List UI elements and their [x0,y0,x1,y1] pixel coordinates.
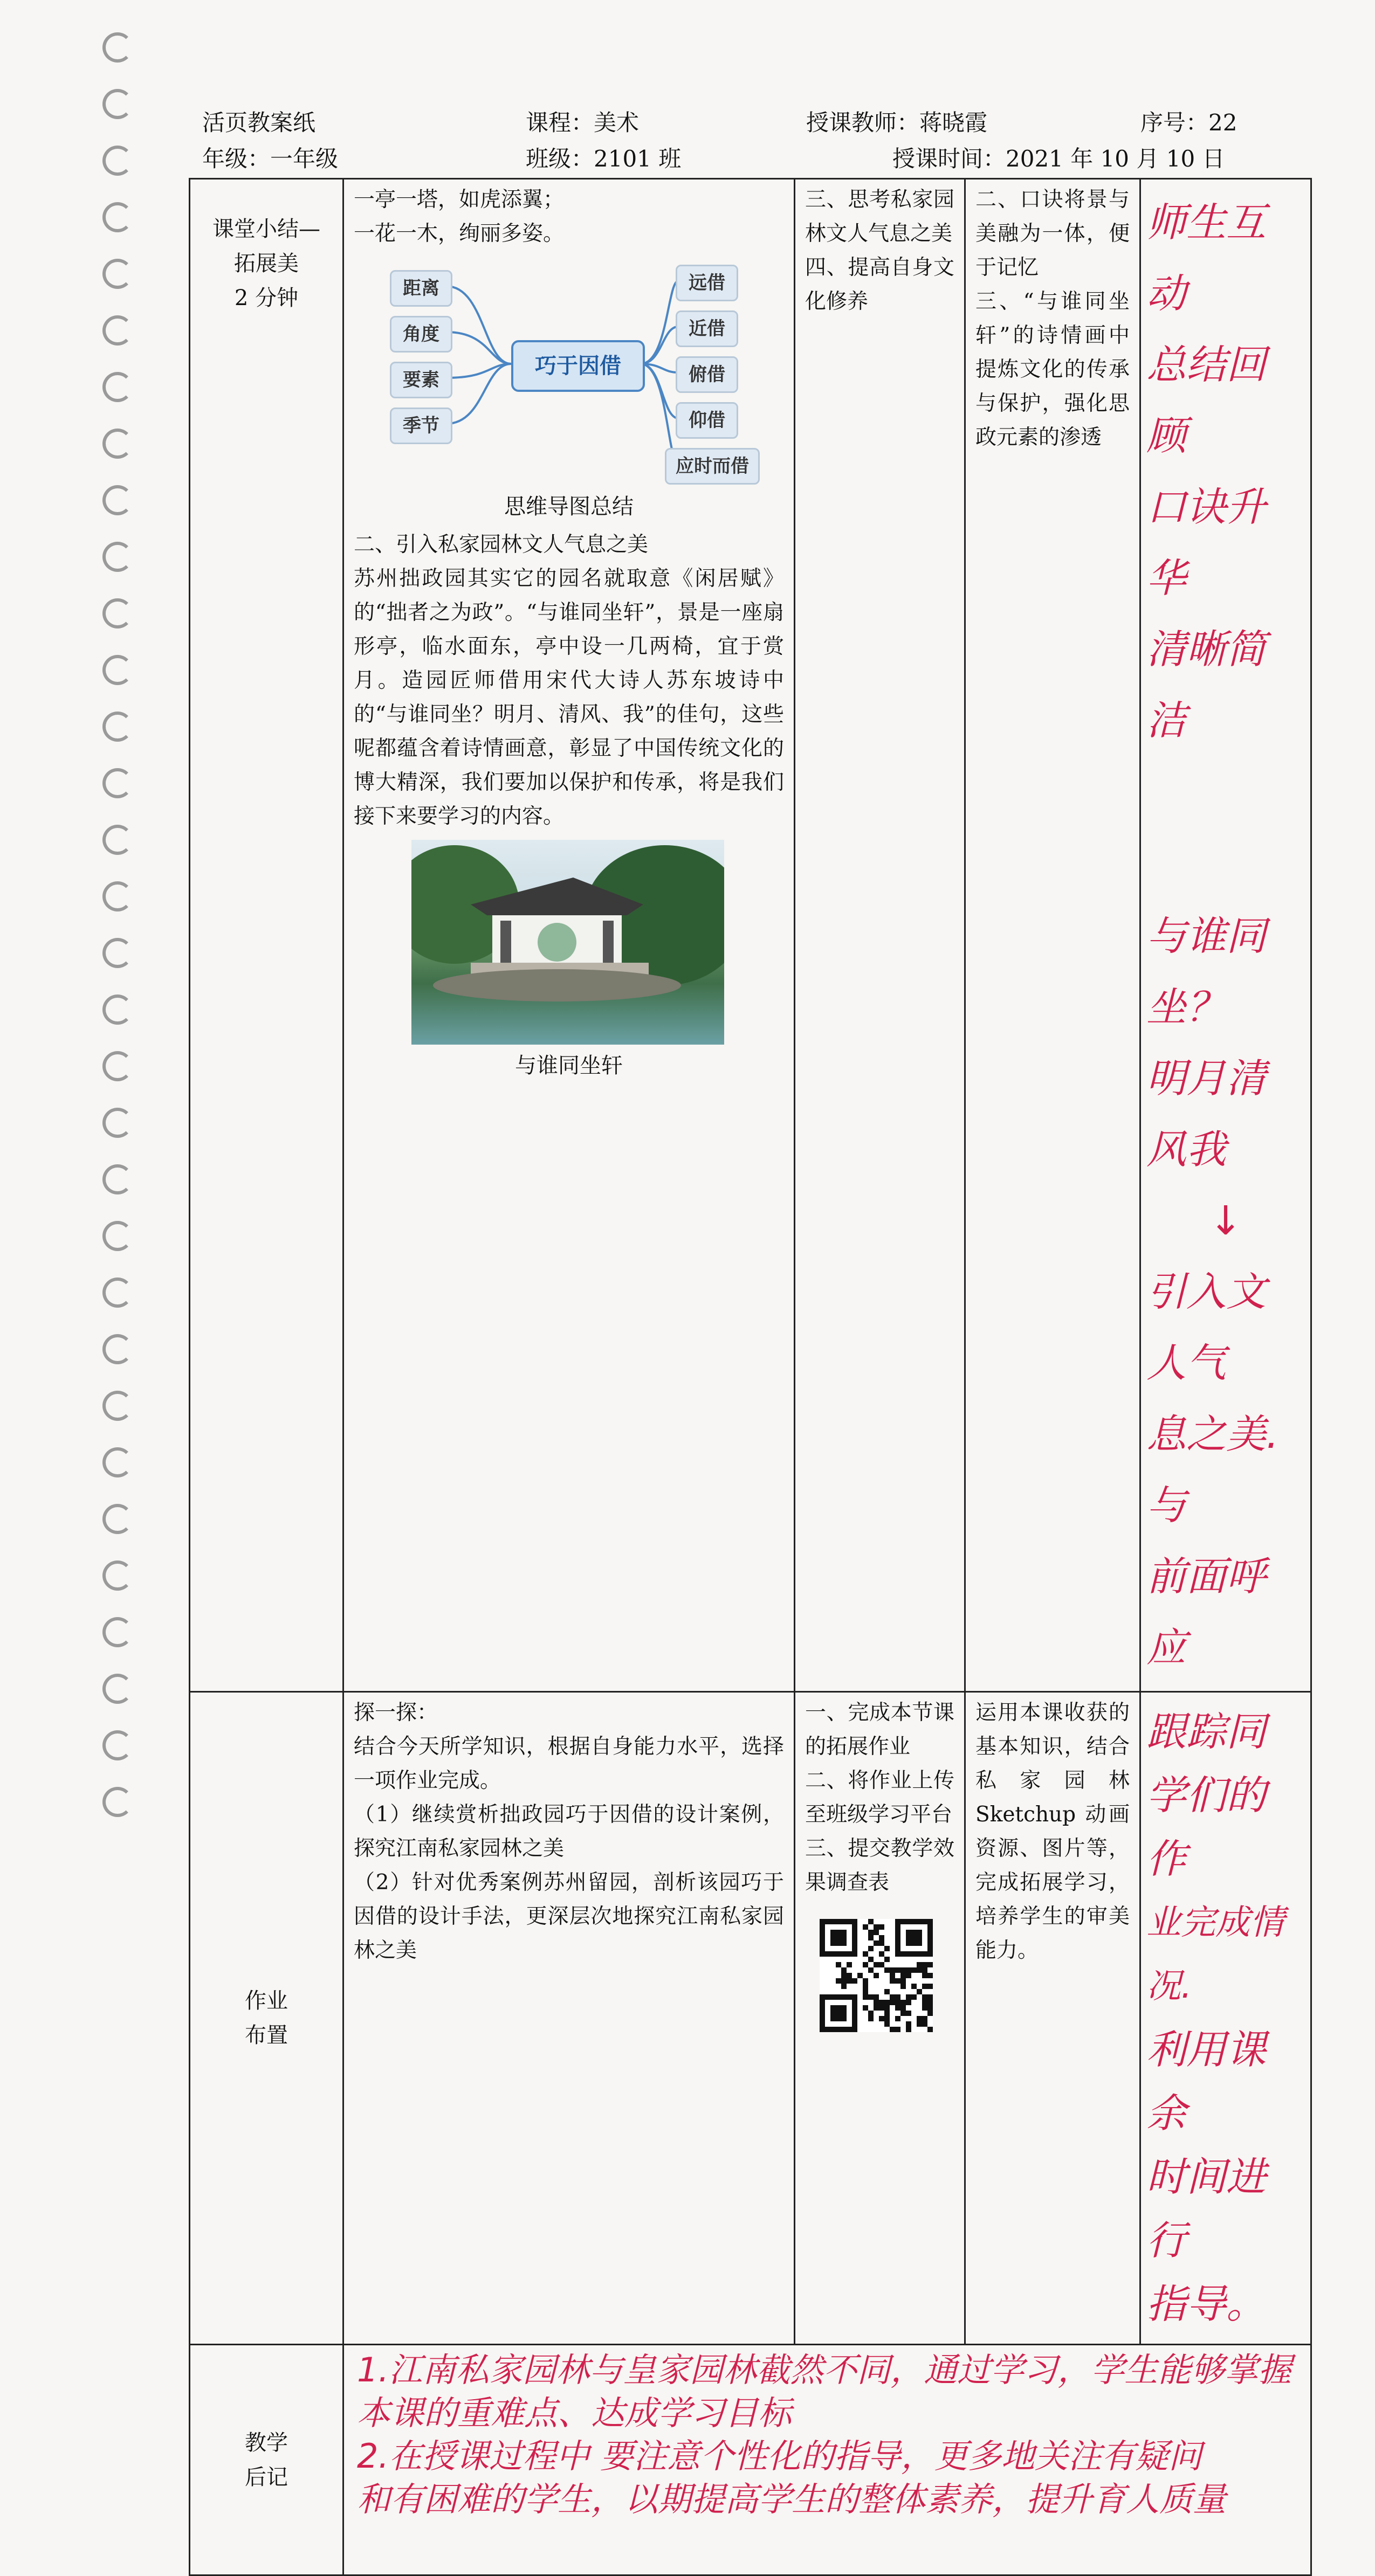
binder-hole [102,429,133,459]
binder-hole [102,485,133,515]
summary-label-line: 2 分钟 [234,286,299,310]
binder-hole [102,1277,133,1308]
reflection-notes-cell [343,2345,1311,2575]
mindmap-node-distance: 距离 [390,270,452,307]
homework-content-cell [343,1692,795,2345]
student-activity-item: 一、完成本节课的拓展作业 [805,1701,954,1759]
summary-student-cell [795,179,965,1692]
mindmap-node-season: 季节 [390,408,452,444]
mindmap-caption: 思维导图总结 [504,494,634,519]
handwritten-note: 利用课余 [1146,2027,1266,2137]
binder-hole [102,1730,133,1760]
pavilion-photo [411,840,724,1045]
binder-hole [102,1504,133,1534]
binder-hole [102,542,133,572]
serial-field: 序号：22 [1140,109,1238,136]
reflection-note-line: 和有困难的学生，以期提高学生的整体素养，提升育人质量 [357,2480,1227,2519]
mindmap-node-overlook: 俯借 [676,356,738,393]
summary-content-cell [343,179,795,1692]
handwritten-note: 与谁同坐？ [1146,913,1266,1031]
lesson-plan-table [189,178,1312,2576]
class-field: 班级：2101 班 [526,146,682,172]
section-paragraph: 苏州拙政园其实它的园名就取意《闲居赋》的“拙者之为政”。“与谁同坐轩”，景是一座扇形亭，临水面东，亭中设一几两椅，宜于赏月。造园匠师借用宋代大诗人苏东坡诗中的“与谁同坐？明月、清风、我”的佳句，这些呢都蕴含着诗情画意，彰显了中国传统文化的博大精深，我们要加以保护和传承，将是我们接下来要学习的内容。 [354,567,784,828]
handwritten-note: 总结回顾 [1146,342,1266,459]
binder-hole [102,768,133,798]
mind-map [376,259,749,486]
reflection-label-line: 后记 [245,2464,288,2490]
survey-qr-code[interactable] [820,1919,933,2032]
mindmap-node-near: 近借 [676,310,738,347]
design-intent-item: 三、“与谁同坐轩”的诗情画中提炼文化的传承与保护，强化思政元素的渗透 [975,289,1130,450]
binder-hole [102,1391,133,1421]
reflection-label-cell [190,2345,343,2575]
student-activity-item: 四、提高自身文化修养 [805,255,954,314]
handwritten-note: 前面呼应 [1146,1553,1266,1671]
mindmap-center-node: 巧于因借 [511,340,645,392]
summary-label-cell [190,179,343,1692]
pavilion-illustration [411,840,724,1045]
homework-label-line: 布置 [245,2023,288,2048]
summary-notes-cell [1140,179,1311,1692]
homework-notes-cell [1140,1692,1311,2345]
teacher-field: 授课教师：蒋晓霞 [806,109,988,136]
handwritten-note: 口诀升华 [1146,484,1266,602]
binder-hole [102,259,133,289]
student-activity-item: 三、提交教学效果调查表 [805,1836,954,1895]
summary-intent-cell [965,179,1140,1692]
binder-hole [102,712,133,742]
summary-label-line: 课堂小结— [212,217,320,241]
row-reflection [190,2345,1311,2575]
binder-hole [102,995,133,1025]
homework-line: （2）针对优秀案例苏州留园，剖析该园巧于因借的设计手法，更深层次地探究江南私家园林之美 [354,1870,784,1963]
binder-hole [102,1787,133,1817]
intro-line: 一花一木，绚丽多姿。 [354,222,565,246]
mindmap-node-seasonal: 应时而借 [665,448,760,485]
design-intent-item: 运用本课收获的基本知识，结合私家园林 Sketchup 动画资源、图片等，完成拓展学习，培养学生的审美能力。 [975,1701,1130,1963]
binder-hole [102,1674,133,1704]
binder-hole [102,1560,133,1591]
binder-hole [102,655,133,685]
binder-hole [102,1447,133,1477]
homework-label-cell [190,1692,343,2345]
homework-line: 结合今天所学知识，根据自身能力水平，选择一项作业完成。 [354,1735,784,1793]
course-field: 课程：美术 [526,109,640,136]
reflection-note-line: 本课的重难点、达成学习目标 [357,2393,792,2433]
binder-hole [102,32,133,63]
reflection-note-line: 1.江南私家园林与皇家园林截然不同，通过学习，学生能够掌握 [357,2350,1292,2389]
binder-hole [102,315,133,346]
binder-hole [102,1221,133,1251]
homework-line: 探一探： [354,1701,438,1725]
reflection-label-line: 教学 [245,2430,288,2455]
row-homework [190,1692,1311,2345]
design-intent-item: 二、口诀将景与美融为一体，便于记忆 [975,188,1130,280]
handwritten-note: 明月清风我 [1146,1055,1266,1173]
intro-line: 一亭一塔，如虎添翼； [354,188,565,212]
handwritten-note: 指导。 [1146,2281,1266,2328]
binder-hole [102,89,133,119]
mindmap-node-upward: 仰借 [676,402,738,439]
homework-intent-cell [965,1692,1140,2345]
row-summary [190,179,1311,1692]
student-activity-item: 三、思考私家园林文人气息之美 [805,188,954,246]
binder-hole [102,938,133,968]
binder-hole [102,598,133,629]
photo-caption: 与谁同坐轩 [515,1053,623,1078]
binder-hole [102,1617,133,1647]
mindmap-node-angle: 角度 [390,316,452,353]
student-activity-item: 二、将作业上传至班级学习平台 [805,1769,954,1827]
reflection-note-line: 2.在授课过程中 要注意个性化的指导，更多地关注有疑问 [357,2436,1202,2476]
homework-label-line: 作业 [245,1988,288,2013]
binder-hole [102,825,133,855]
mindmap-node-elements: 要素 [390,362,452,398]
handwritten-note: 引入文人气 [1146,1269,1266,1386]
section-title: 二、引入私家园林文人气息之美 [354,533,649,557]
binder-hole [102,1334,133,1364]
binder-hole [102,881,133,911]
homework-student-cell [795,1692,965,2345]
handwritten-note: 时间进行 [1146,2154,1266,2264]
mindmap-node-far: 远借 [676,265,738,301]
sheet-title: 活页教案纸 [202,109,316,136]
handwritten-note: 学们的作 [1146,1772,1266,1882]
binder-hole [102,202,133,232]
handwritten-note: 跟踪同 [1146,1709,1266,1755]
binder-holes [81,32,124,1865]
summary-label-line: 拓展美 [234,251,299,276]
binder-hole [102,1051,133,1081]
handwritten-note: 业完成情况. [1146,1903,1284,2006]
handwritten-note: 清晰简洁 [1146,626,1266,744]
date-field: 授课时间：2021 年 10 月 10 日 [892,146,1225,172]
handwritten-note: 息之美.与 [1146,1411,1279,1529]
grade-field: 年级：一年级 [202,146,339,172]
binder-hole [102,1164,133,1194]
binder-hole [102,1108,133,1138]
binder-hole [102,372,133,402]
homework-line: （1）继续赏析拙政园巧于因借的设计案例，探究江南私家园林之美 [354,1802,784,1861]
handwritten-note: 师生互动 [1146,199,1266,317]
handwritten-arrow: ↓ [1208,1198,1242,1244]
binder-hole [102,146,133,176]
